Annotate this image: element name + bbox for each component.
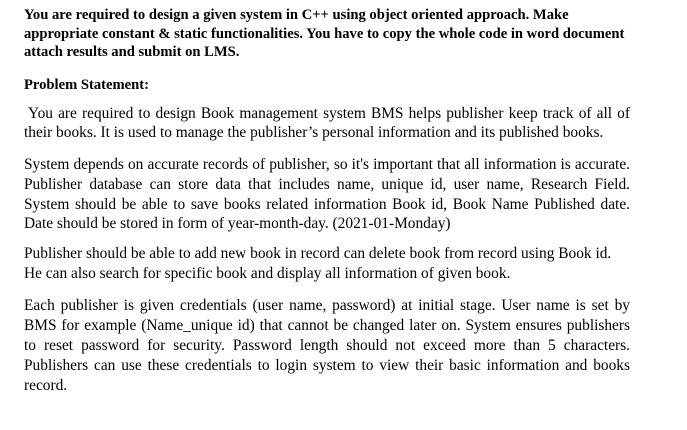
problem-statement-heading: Problem Statement: xyxy=(24,76,149,93)
paragraph-book-operations: Publisher should be able to add new book in record can delete book from record using Book id. He can also search for specific book and display all information of given book. xyxy=(24,245,612,283)
assignment-instructions: You are required to design a given system in C++ using object oriented approach. Make appropriate constant & static functionalities. You have to copy the whole code in word document attach results and submit on LMS. xyxy=(24,7,625,60)
assignment-document xyxy=(24,6,630,396)
paragraph-credentials: Each publisher is given credentials (user name, password) at initial stage. User name is set by BMS for example (Name_unique id) that cannot be changed later on. System ensures publishers to reset password for security. Password length should not exceed more than 5 characters. Publishers can use these credentials to login system to view their basic information and books record. xyxy=(24,296,630,394)
paragraph-system-overview: You are required to design Book management system BMS helps publisher keep track of all of their books. It is used to manage the publisher’s personal information and its published books. xyxy=(24,104,630,142)
paragraph-data-requirements: System depends on accurate records of publisher, so it's important that all information is accurate. Publisher database can store data that includes name, unique id, user name, Research Field. System should be able to save books related information Book id, Book Name Published date. Date should be stored in form of year-month-day. (2021-01-Monday) xyxy=(24,156,630,233)
